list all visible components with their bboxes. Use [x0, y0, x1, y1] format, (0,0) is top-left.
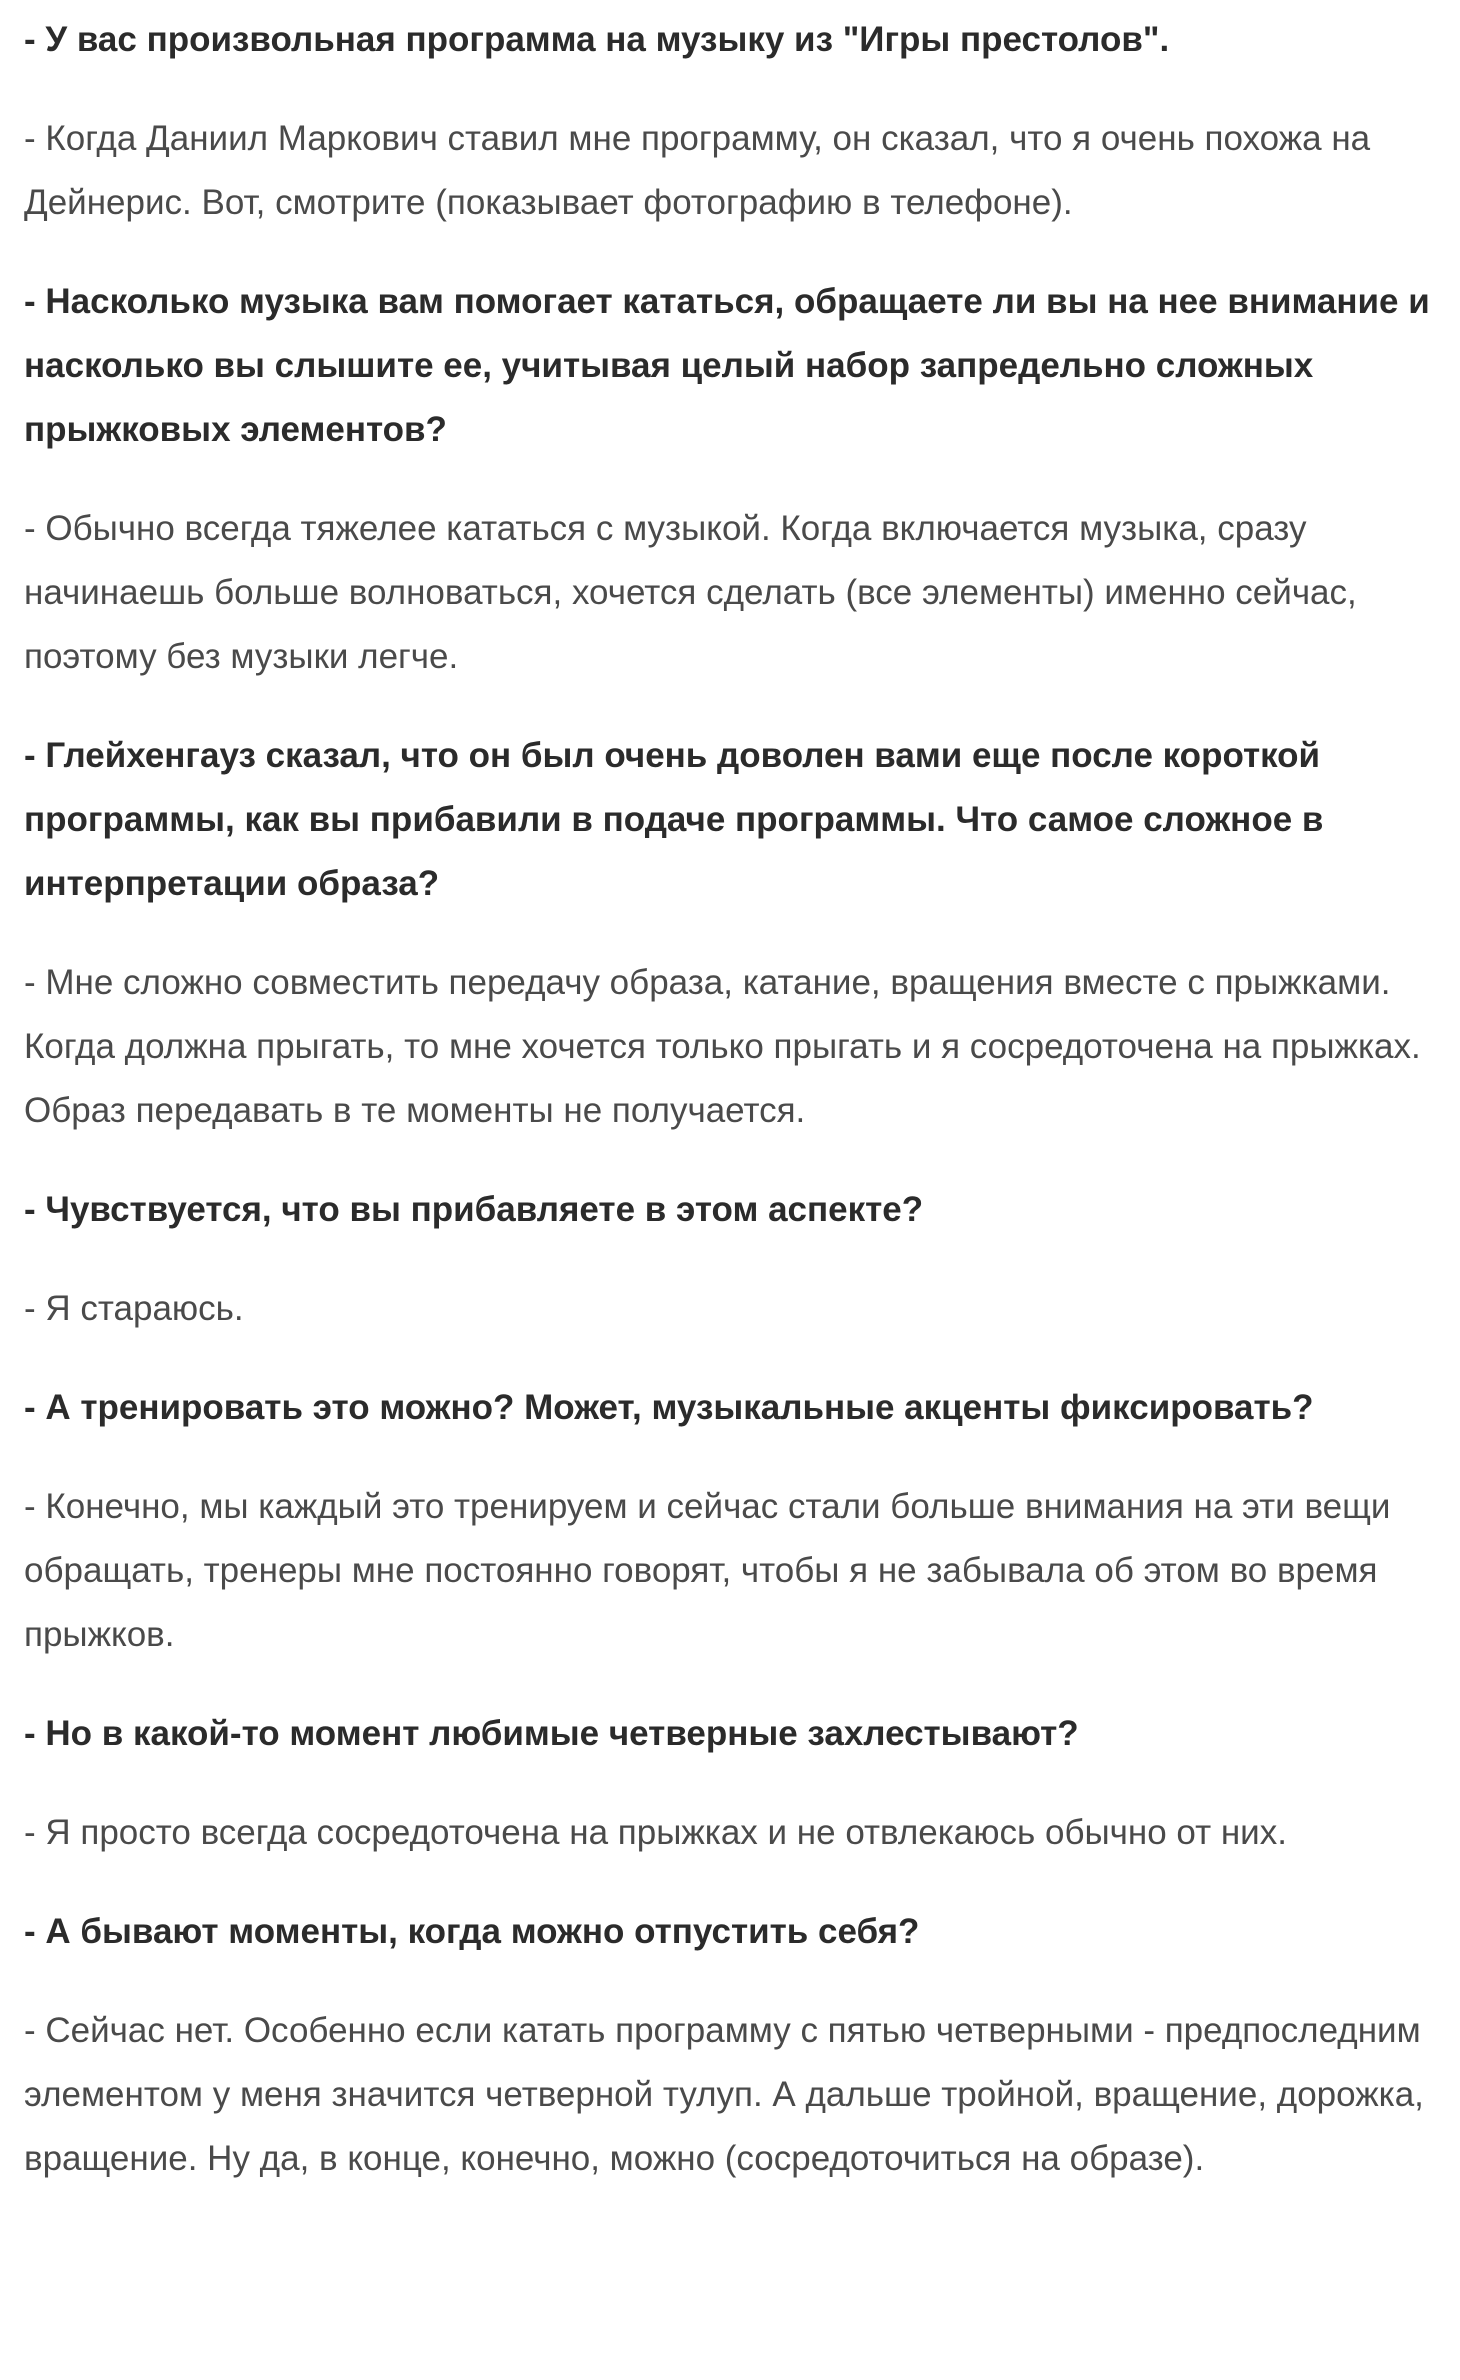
interview-answer: - Мне сложно совместить передачу образа, катание, вращения вместе с прыжками. Когда должна прыгать, то мне хочется только прыгать и я сосредоточена на прыжках. Образ передавать в те моменты не получается.: [24, 963, 1421, 1130]
interview-question: - Но в какой-то момент любимые четверные захлестывают?: [24, 1714, 1079, 1753]
interview-answer: - Я просто всегда сосредоточена на прыжках и не отвлекаюсь обычно от них.: [24, 1813, 1287, 1852]
interview-question: - А тренировать это можно? Может, музыкальные акценты фиксировать?: [24, 1388, 1314, 1427]
interview-question: - У вас произвольная программа на музыку из "Игры престолов".: [24, 20, 1170, 59]
interview-answer: - Обычно всегда тяжелее кататься с музыкой. Когда включается музыка, сразу начинаешь больше волноваться, хочется сделать (все элементы) именно сейчас, поэтому без музыки легче.: [24, 509, 1357, 676]
interview-answer: - Сейчас нет. Особенно если катать программу с пятью четверными - предпоследним элементом у меня значится четверной тулуп. А дальше тройной, вращение, дорожка, вращение. Ну да, в конце, конечно, можно (сосредоточиться на образе).: [24, 2011, 1424, 2178]
interview-question: - Чувствуется, что вы прибавляете в этом аспекте?: [24, 1190, 924, 1229]
interview-question: - А бывают моменты, когда можно отпустить себя?: [24, 1912, 920, 1951]
interview-question: - Глейхенгауз сказал, что он был очень доволен вами еще после короткой программы, как вы прибавили в подаче программы. Что самое сложное в интерпретации образа?: [24, 736, 1324, 903]
interview-answer: - Я стараюсь.: [24, 1289, 244, 1328]
interview-answer: - Когда Даниил Маркович ставил мне программу, он сказал, что я очень похожа на Дейнерис. Вот, смотрите (показывает фотографию в телефоне).: [24, 119, 1371, 222]
interview-question: - Насколько музыка вам помогает кататься, обращаете ли вы на нее внимание и насколько вы слышите ее, учитывая целый набор запредельно сложных прыжковых элементов?: [24, 282, 1430, 449]
interview-answer: - Конечно, мы каждый это тренируем и сейчас стали больше внимания на эти вещи обращать, тренеры мне постоянно говорят, чтобы я не забывала об этом во время прыжков.: [24, 1487, 1391, 1654]
